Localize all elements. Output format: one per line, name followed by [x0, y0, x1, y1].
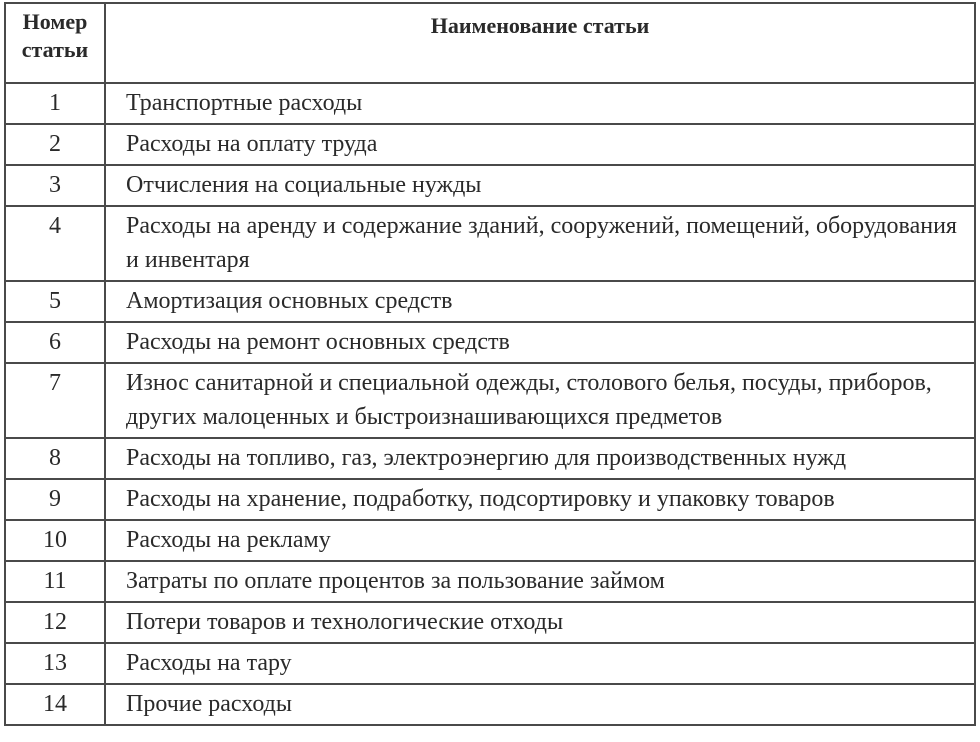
item-name: Расходы на оплату труда: [105, 124, 975, 165]
item-number: 2: [5, 124, 105, 165]
table-row: [5, 561, 975, 602]
item-name: Затраты по оплате процентов за пользование займом: [105, 561, 975, 602]
item-name: Прочие расходы: [105, 684, 975, 725]
table-row: [5, 479, 975, 520]
item-name: Расходы на хранение, подработку, подсортировку и упаковку товаров: [105, 479, 975, 520]
table-row: [5, 643, 975, 684]
table-header-row: [5, 3, 975, 83]
table-row: [5, 684, 975, 725]
item-name: Расходы на топливо, газ, электроэнергию для производственных нужд: [105, 438, 975, 479]
item-number: 6: [5, 322, 105, 363]
table-row: [5, 438, 975, 479]
table-row: [5, 124, 975, 165]
table-row: [5, 602, 975, 643]
item-name: Расходы на тару: [105, 643, 975, 684]
item-name: Расходы на ремонт основных средств: [105, 322, 975, 363]
table-row: [5, 520, 975, 561]
item-name: Амортизация основных средств: [105, 281, 975, 322]
item-name: Транспортные расходы: [105, 83, 975, 124]
item-number: 5: [5, 281, 105, 322]
table-row: [5, 281, 975, 322]
item-number: 10: [5, 520, 105, 561]
table-row: [5, 363, 975, 438]
header-number-line1: Номер: [22, 9, 88, 34]
header-item-name: Наименование статьи: [105, 3, 975, 83]
item-name: Износ санитарной и специальной одежды, столового белья, посуды, приборов, других малоценных и быстроизнашивающихся предметов: [105, 363, 975, 438]
header-item-number: [5, 3, 105, 83]
item-number: 13: [5, 643, 105, 684]
table-row: [5, 322, 975, 363]
table-row: [5, 165, 975, 206]
item-number: 8: [5, 438, 105, 479]
item-name: Расходы на аренду и содержание зданий, сооружений, помещений, оборудования и инвентаря: [105, 206, 975, 281]
item-number: 12: [5, 602, 105, 643]
header-number-line2: статьи: [21, 37, 89, 62]
table-row: [5, 206, 975, 281]
expense-items-table-container: [4, 2, 974, 726]
item-number: 7: [5, 363, 105, 438]
item-number: 4: [5, 206, 105, 281]
item-number: 1: [5, 83, 105, 124]
item-name: Отчисления на социальные нужды: [105, 165, 975, 206]
item-number: 3: [5, 165, 105, 206]
item-number: 11: [5, 561, 105, 602]
item-name: Потери товаров и технологические отходы: [105, 602, 975, 643]
expense-items-table: [4, 2, 976, 726]
item-name: Расходы на рекламу: [105, 520, 975, 561]
item-number: 9: [5, 479, 105, 520]
item-number: 14: [5, 684, 105, 725]
table-row: [5, 83, 975, 124]
